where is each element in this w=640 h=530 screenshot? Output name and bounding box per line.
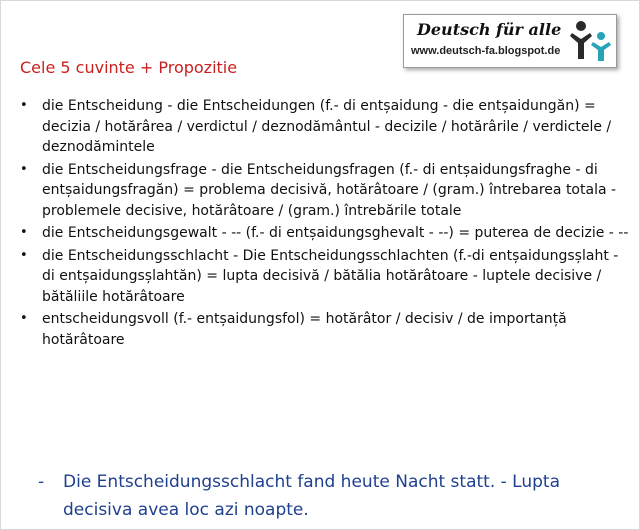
list-item — [20, 246, 630, 308]
example-text: Die Entscheidungsschlacht fand heute Nacht statt. - Lupta decisiva avea loc azi noapte. — [63, 472, 560, 520]
blog-logo — [403, 14, 617, 68]
list-item — [20, 309, 630, 350]
bullet-icon: • — [20, 311, 28, 326]
list-item — [20, 160, 630, 222]
page-heading: Cele 5 cuvinte + Propozitie — [20, 58, 238, 77]
entry-text: die Entscheidungsschlacht - Die Entscheidungsschlachten (f.-di entșaidungsșlaht - di entșaidungsșlahtăn) = lupta decisivă / bătălia hotărâtoare - luptele decisive / bătăliile hotărâtoare — [42, 247, 619, 305]
people-group-icon — [570, 19, 612, 63]
bullet-icon: • — [20, 247, 28, 263]
logo-url: www.deutsch-fa.blogspot.de — [411, 45, 561, 57]
entry-text: entscheidungsvoll (f.- entșaidungsfol) = hotărâtor / decisiv / de importanță hotărâtoare — [42, 311, 567, 348]
entry-text: die Entscheidungsfrage - die Entscheidungsfragen (f.- di entșaidungsfraghe - di entșaidungsfragăn) = problema decisivă, hotărâtoare / (gram.) întrebarea totala - problemele decisive, hotărâtoare / (gram.) întrebările totale — [42, 161, 617, 219]
bullet-icon: • — [20, 161, 28, 177]
entry-text: die Entscheidung - die Entscheidungen (f.- di entșaidung - die entșaidungăn) = decizia / hotărârea / verdictul / deznodământul - decizile / hotărârile / verdictele / deznodămintele — [42, 98, 612, 155]
logo-title: Deutsch für alle — [417, 20, 562, 39]
bullet-icon: • — [20, 225, 28, 240]
list-item — [20, 223, 630, 244]
example-sentence — [38, 468, 628, 524]
entry-text: die Entscheidungsgewalt - -- (f.- di entșaidungsghevalt - --) = puterea de decizie - -- — [42, 225, 629, 241]
list-item — [20, 96, 630, 158]
vocabulary-list — [20, 96, 630, 352]
dash-marker: - — [38, 472, 45, 492]
bullet-icon: • — [20, 98, 28, 113]
